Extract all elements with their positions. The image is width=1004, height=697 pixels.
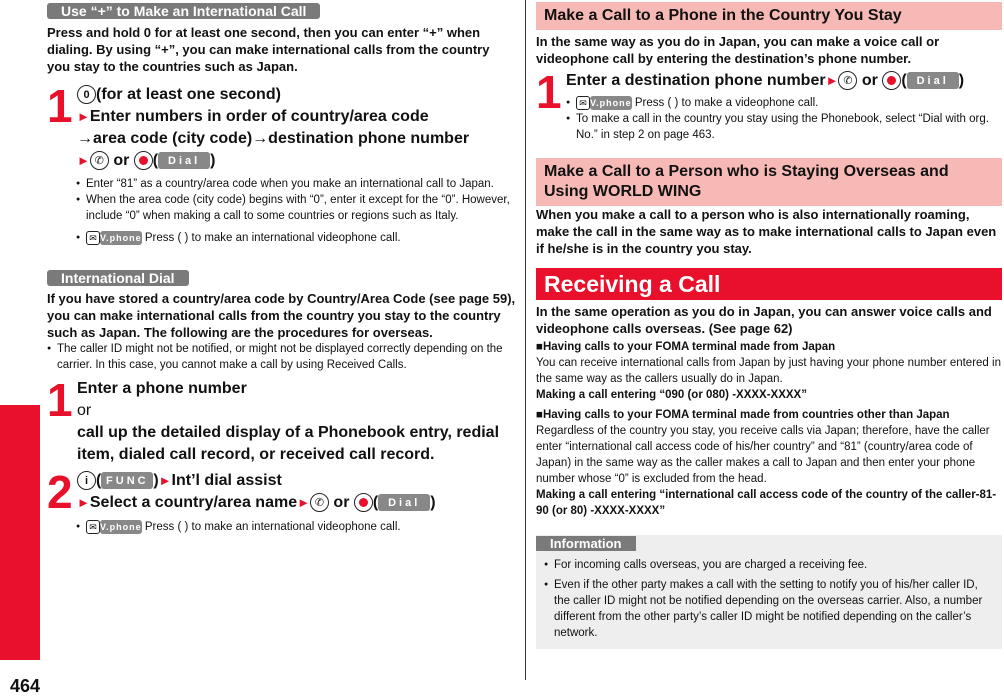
zero-key-icon: 0 [77,85,96,104]
mail-key-icon: ✉ [576,96,590,110]
dial-softkey-icon: Dial [158,152,210,169]
arrow-icon: ► [158,473,172,488]
mail-key-icon: ✉ [86,231,100,245]
world-wing-intro: When you make a call to a person who is also internationally roaming, make the call in the same way as to make international calls to Japan even if he/she is in the country you stay. [536,207,997,256]
plus-notes: ● Enter “81” as a country/area code when you make an international call to Japan. ● When the area code (city code) begins with “0”, enter it except for the “0”. However, include “0” when making a call to some countries or regions such as Italy. ● ✉ V.phone Press ( ) to make an international videophone call. [76,176,516,246]
vphone-softkey-icon: V.phone [100,232,142,243]
country-stay-intro: In the same way as you do in Japan, you can make a voice call or videophone call by entering the destination’s phone number. [536,34,940,66]
side-tab-label: Overseas Use [4,474,21,580]
intl-dial-step2-note: ● ✉ V.phone Press ( ) to make an international videophone call. [76,519,516,535]
side-tab [0,0,40,697]
intl-dial-step-1: 1 Enter a phone number or call up the detailed display of a Phonebook entry, redial item, dialed call record, or received call record. [47,374,500,463]
information-label: Information [536,536,636,551]
country-stay-step-1: 1 Enter a destination phone number► ✆ or ( Dial ) [536,66,965,118]
receiving-intro: In the same operation as you do in Japan, you can answer voice calls and videophone calls overseas. (See page 62) [536,304,992,336]
plus-step-1: 1 0 (for at least one second) ►Enter numbers in order of country/area code →area code (city code)→destination phone number ► ✆ or ( Dial ) [47,80,470,169]
call-key-icon: ✆ [90,151,109,170]
arrow-icon: ► [77,495,90,510]
arrow-icon: ► [297,495,310,510]
plus-intro: Press and hold 0 for at least one second, then you can enter “+” when dialing. By using “+”, you can make international calls from the country you stay to the countries such as Japan. [47,25,490,74]
arrow-icon: ► [77,109,90,124]
call-key-icon: ✆ [838,71,857,90]
call-key-icon: ✆ [310,493,329,512]
country-stay-notes: ● ✉ V.phone Press ( ) to make a videophone call. ● To make a call in the country you stay using the Phonebook, select “Dial with org. No.” in step 2 on page 463. [566,95,1002,143]
intl-dial-intro: If you have stored a country/area code by Country/Area Code (see page 59), you can make international calls from the country you stay to the country such as Japan. The following are the procedures for overseas. [47,291,516,340]
mail-key-icon: ✉ [86,520,100,534]
func-softkey-icon: FUNC [101,472,153,489]
center-key-icon [882,71,901,90]
information-box: Information ● For incoming calls overseas, you are charged a receiving fee. ● Even if the other party makes a call with the setting to notify you of his/her caller ID, the caller ID might not be notified depending on the overseas carrier. Also, a number different from the other party’s caller ID might be notified depending on the caller’s network. [536,535,1002,649]
intl-dial-step-2: 2 i ( FUNC )►Int’l dial assist ►Select a country/area name► ✆ or ( Dial ) [47,466,436,518]
arrow-icon: ► [825,73,839,88]
vphone-softkey-icon: V.phone [100,521,142,532]
receiving-details: ■Having calls to your FOMA terminal made from Japan You can receive international calls from Japan by just having your phone number entered in the same way as the callers usually do in Japan. Making a call entering “090 (or 080) -XXXX-XXXX” ■Having calls to your FOMA terminal made from countries other than Japan Regardless of the country you stay, you receive calls via Japan; therefore, have the caller enter “international call access code of his/her country” and “81” (country/area code of Japan) in the same way as the caller makes a call to Japan and then enter your phone number whose “0” is excluded from the head. Making a call entering “international call access code of the country of the caller-81-90 (or 80) -XXXX-XXXX” [536,341,1001,517]
section-header-receiving: Receiving a Call [536,268,1002,300]
page-number: 464 [10,676,41,696]
vphone-softkey-icon: V.phone [590,97,632,108]
dial-softkey-icon: Dial [907,72,959,89]
column-divider [525,0,526,680]
arrow-icon: ► [77,153,90,168]
center-key-icon [134,151,153,170]
section-header-country-stay: Make a Call to a Phone in the Country You Stay [536,2,1002,30]
section-title-plus: Use “+” to Make an International Call [47,3,320,21]
intl-dial-note: ● The caller ID might not be notified, or might not be displayed correctly depending on the carrier. In this case, you cannot make a call by using Received Calls. [47,341,515,373]
center-key-icon [354,493,373,512]
dial-softkey-icon: Dial [378,494,430,511]
section-header-world-wing: Make a Call to a Person who is Staying Overseas and Using WORLD WING [536,158,1002,206]
section-title-intl-dial: International Dial [47,270,189,288]
i-mode-key-icon: i [77,471,96,490]
